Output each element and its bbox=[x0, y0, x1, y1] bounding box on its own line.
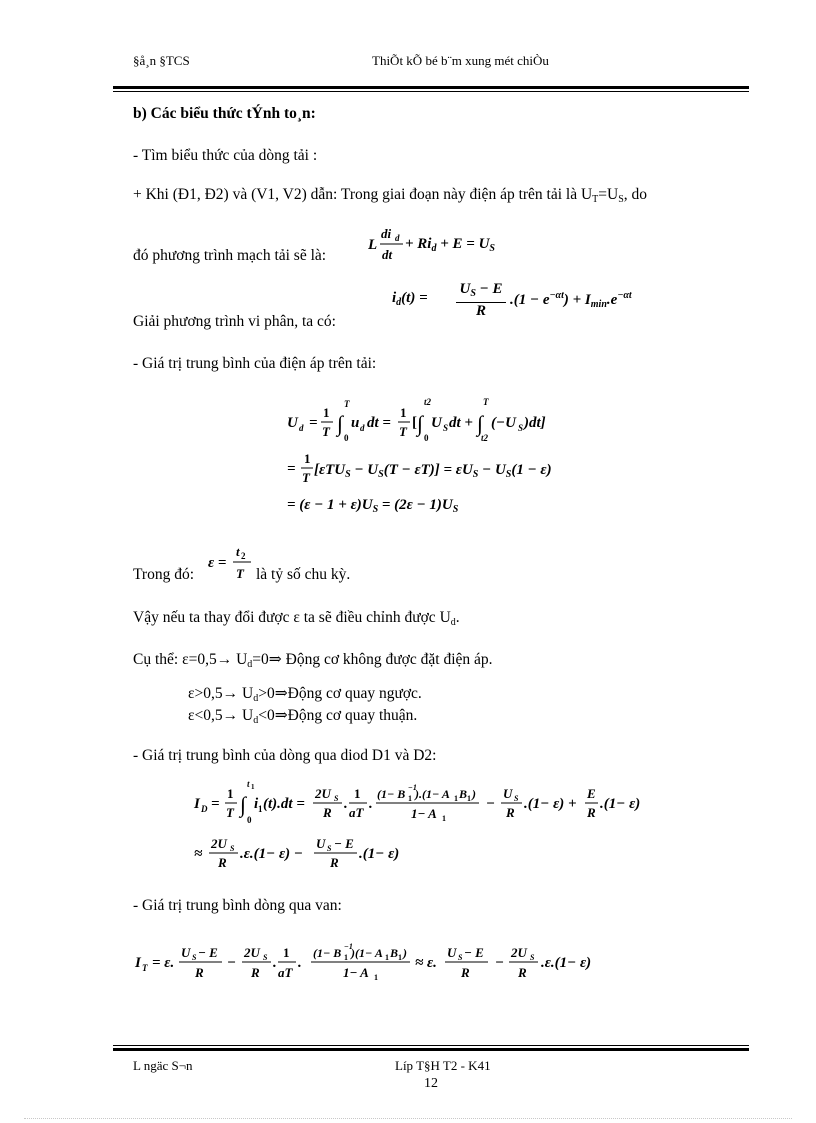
svg-text:1: 1 bbox=[258, 804, 263, 814]
svg-text:1: 1 bbox=[344, 953, 348, 962]
svg-text:0: 0 bbox=[344, 433, 349, 443]
svg-text:S: S bbox=[192, 953, 197, 962]
svg-text:R: R bbox=[461, 965, 470, 980]
svg-text:I: I bbox=[135, 955, 141, 971]
svg-text:U: U bbox=[316, 836, 326, 851]
equation-duty-ratio-svg bbox=[206, 540, 258, 584]
svg-text:E: E bbox=[587, 786, 596, 801]
svg-text:B: B bbox=[390, 946, 399, 960]
svg-text:S: S bbox=[263, 953, 268, 962]
svg-text:U: U bbox=[431, 415, 442, 431]
equation-diode-current-svg bbox=[192, 778, 672, 878]
svg-text:S: S bbox=[514, 794, 519, 803]
svg-text:2: 2 bbox=[241, 551, 246, 561]
svg-text:1: 1 bbox=[400, 405, 407, 420]
svg-text:d: d bbox=[299, 423, 304, 433]
header-rule-thick bbox=[113, 86, 749, 89]
paragraph-switch-current: - Giá trị trung bình dòng qua van: bbox=[133, 897, 342, 914]
svg-text:).(1− A: ).(1− A bbox=[415, 787, 450, 801]
case-equal: Cụ thể: $\varepsilon=0,5\to U_d=0\Rightarrow$ Động cơ không được đặt điện áp. bbox=[133, 651, 493, 670]
header-left: §å¸n §TCS bbox=[133, 53, 190, 68]
svg-text:=: = bbox=[309, 415, 318, 431]
header-rule-thin bbox=[113, 91, 749, 92]
svg-text:R: R bbox=[251, 965, 260, 980]
paragraph-solve: Giải phương trình vi phân, ta có: bbox=[133, 313, 336, 330]
svg-text:.(1− ε): .(1− ε) bbox=[600, 796, 641, 812]
svg-text:1: 1 bbox=[442, 814, 446, 823]
svg-text:.: . bbox=[298, 955, 302, 971]
svg-text:ε =: ε = bbox=[208, 555, 227, 571]
svg-text:)(1− A: )(1− A bbox=[351, 946, 383, 960]
svg-text:1− A: 1− A bbox=[343, 965, 369, 980]
paragraph-circuit-equation: đó phương trình mạch tải sẽ là: bbox=[133, 247, 327, 264]
svg-text:di: di bbox=[381, 226, 392, 241]
svg-text:1: 1 bbox=[374, 973, 378, 982]
svg-text:D: D bbox=[201, 804, 208, 814]
svg-text:T: T bbox=[483, 397, 489, 407]
footer-rule-thick bbox=[113, 1048, 749, 1051]
svg-text:2U: 2U bbox=[315, 786, 331, 801]
svg-text:i: i bbox=[254, 796, 259, 812]
svg-text:1: 1 bbox=[467, 794, 471, 803]
svg-text:T: T bbox=[302, 470, 310, 485]
equation-current-solution: $i_d(t)$ = bbox=[392, 290, 428, 308]
svg-text:t: t bbox=[247, 779, 250, 789]
svg-text:U: U bbox=[503, 786, 513, 801]
header-right: ThiÕt kÕ bé b¨m xung mét chiÒu bbox=[372, 53, 549, 68]
equation-duty-ratio bbox=[206, 540, 258, 584]
svg-text:(t).dt =: (t).dt = bbox=[263, 796, 305, 812]
svg-text:): ) bbox=[472, 787, 476, 801]
svg-text:≈ ε.: ≈ ε. bbox=[415, 955, 437, 971]
svg-text:[: [ bbox=[412, 415, 417, 431]
svg-text:1: 1 bbox=[454, 794, 458, 803]
svg-text:T: T bbox=[142, 963, 148, 973]
svg-text:S: S bbox=[327, 844, 332, 853]
svg-text:aT: aT bbox=[278, 965, 293, 980]
svg-text:∫: ∫ bbox=[337, 411, 344, 436]
equation-average-voltage-line3: = $(\varepsilon - 1 + \varepsilon)U_S = (2\varepsilon - 1)U_S$ bbox=[287, 497, 459, 515]
svg-text:S: S bbox=[530, 953, 535, 962]
svg-text:∫: ∫ bbox=[477, 411, 484, 436]
equation-switch-current bbox=[133, 935, 633, 991]
svg-text:T: T bbox=[322, 424, 330, 439]
svg-text:T: T bbox=[399, 424, 407, 439]
equation-current-tail: $.(1 - e^{-\alpha t}) + I_{min}.e^{-\alpha t}$ bbox=[510, 290, 632, 310]
svg-text:−: − bbox=[495, 955, 505, 971]
svg-text:.: . bbox=[369, 796, 373, 812]
svg-text:t2: t2 bbox=[424, 397, 432, 407]
svg-text:T: T bbox=[226, 805, 234, 820]
svg-text:1: 1 bbox=[385, 953, 389, 962]
svg-text:): ) bbox=[403, 946, 407, 960]
svg-text:R: R bbox=[518, 965, 527, 980]
svg-text:1: 1 bbox=[398, 953, 402, 962]
svg-text:− E: − E bbox=[198, 945, 218, 960]
svg-text:U: U bbox=[447, 945, 457, 960]
svg-text:− E: − E bbox=[334, 836, 354, 851]
footer-rule-thin bbox=[113, 1045, 749, 1046]
svg-text:0: 0 bbox=[247, 815, 252, 825]
svg-text:− E: − E bbox=[464, 945, 484, 960]
svg-text:1: 1 bbox=[283, 945, 290, 960]
svg-text:R: R bbox=[323, 805, 332, 820]
svg-text:S: S bbox=[458, 953, 463, 962]
svg-text:S: S bbox=[443, 423, 449, 433]
section-title: b) Các biểu thức tÝnh to¸n: bbox=[133, 105, 316, 122]
svg-text:I: I bbox=[194, 796, 200, 812]
svg-text:S: S bbox=[230, 844, 235, 853]
svg-text:.(1− ε) +: .(1− ε) + bbox=[524, 796, 577, 812]
paragraph-diode-current: - Giá trị trung bình của dòng qua diod D1 và D2: bbox=[133, 747, 437, 764]
svg-text:.ε.(1− ε) −: .ε.(1− ε) − bbox=[240, 846, 303, 862]
svg-text:= ε.: = ε. bbox=[152, 955, 175, 971]
svg-text:∫: ∫ bbox=[240, 792, 247, 817]
svg-text:1: 1 bbox=[304, 451, 311, 466]
svg-text:u: u bbox=[351, 415, 360, 431]
svg-text:−1: −1 bbox=[344, 942, 353, 951]
svg-text:S: S bbox=[518, 423, 524, 433]
svg-text:−1: −1 bbox=[408, 783, 417, 792]
svg-text:2U: 2U bbox=[211, 836, 227, 851]
svg-text:)dt]: )dt] bbox=[524, 415, 546, 431]
svg-text:d: d bbox=[395, 233, 400, 243]
page-bottom-divider bbox=[24, 1118, 792, 1119]
svg-text:1: 1 bbox=[251, 783, 255, 791]
svg-text:1− A: 1− A bbox=[411, 806, 437, 821]
paragraph-where: Trong đó: bbox=[133, 566, 195, 583]
svg-text:T: T bbox=[344, 399, 350, 409]
svg-text:R: R bbox=[195, 965, 204, 980]
svg-text:0: 0 bbox=[424, 433, 429, 443]
svg-text:R: R bbox=[330, 855, 339, 870]
svg-text:L: L bbox=[368, 237, 378, 253]
svg-text:t: t bbox=[236, 544, 240, 559]
equation-circuit-rhs: + $Ri_d + E = U_S$ bbox=[405, 236, 495, 254]
paragraph-avg-voltage: - Giá trị trung bình của điện áp trên tải: bbox=[133, 355, 377, 372]
svg-text:S: S bbox=[334, 794, 339, 803]
svg-text:2U: 2U bbox=[244, 945, 260, 960]
svg-text:.ε.(1− ε): .ε.(1− ε) bbox=[541, 955, 592, 971]
svg-text:1: 1 bbox=[354, 786, 361, 801]
svg-text:(−U: (−U bbox=[491, 415, 516, 431]
equation-current-fraction: $U_S - E$ R bbox=[456, 281, 506, 320]
footer-right: Líp T§H T2 - K41 bbox=[395, 1058, 491, 1073]
svg-text:B: B bbox=[459, 787, 468, 801]
paragraph-duty-ratio: là tỷ số chu kỳ. bbox=[256, 566, 351, 583]
svg-text:aT: aT bbox=[349, 805, 364, 820]
equation-diode-current bbox=[192, 778, 672, 878]
paragraph-adjust: Vậy nếu ta thay đổi được ε ta sẽ điều chỉnh được $U_d$. bbox=[133, 609, 460, 628]
svg-text:(1− B: (1− B bbox=[377, 787, 406, 801]
svg-text:U: U bbox=[287, 415, 298, 431]
case-less: $\varepsilon<0,5\to U_d<0\Rightarrow Động$ cơ quay thuận. bbox=[188, 707, 418, 726]
paragraph-conduction: + Khi (Đ1, Đ2) và (V1, V2) dẫn: Trong giai đoạn này điện áp trên tải là $U_T=U_S$, do bbox=[133, 186, 648, 205]
svg-text:2U: 2U bbox=[511, 945, 527, 960]
svg-text:R: R bbox=[218, 855, 227, 870]
svg-text:1: 1 bbox=[227, 786, 234, 801]
svg-text:dt: dt bbox=[382, 247, 393, 262]
svg-text:R: R bbox=[587, 805, 596, 820]
svg-text:.: . bbox=[273, 955, 277, 971]
svg-text:d: d bbox=[360, 423, 365, 433]
svg-text:1: 1 bbox=[323, 405, 330, 420]
svg-text:T: T bbox=[236, 566, 244, 581]
svg-text:−: − bbox=[486, 796, 496, 812]
svg-text:1: 1 bbox=[408, 794, 412, 803]
svg-text:.(1− ε): .(1− ε) bbox=[359, 846, 400, 862]
svg-text:dt +: dt + bbox=[449, 415, 473, 431]
svg-text:R: R bbox=[506, 805, 515, 820]
svg-text:=: = bbox=[287, 461, 296, 477]
svg-text:dt =: dt = bbox=[367, 415, 391, 431]
footer-left: L ngäc S¬n bbox=[133, 1058, 193, 1073]
svg-text:≈: ≈ bbox=[194, 846, 203, 862]
svg-text:.: . bbox=[344, 796, 348, 812]
case-greater: $\varepsilon>0,5\to U_d>0\Rightarrow Động$ cơ quay ngược. bbox=[188, 685, 422, 704]
svg-text:∫: ∫ bbox=[417, 411, 424, 436]
svg-text:t2: t2 bbox=[481, 433, 489, 443]
equation-average-voltage-line2: $[\varepsilon TU_S - U_S(T - \varepsilon T)] = \varepsilon U_S - U_S(1 - \varepsilon)$ bbox=[314, 462, 552, 480]
equation-switch-current-svg bbox=[133, 935, 633, 991]
svg-text:=: = bbox=[211, 796, 220, 812]
svg-text:(1− B: (1− B bbox=[313, 946, 342, 960]
svg-text:−: − bbox=[227, 955, 237, 971]
paragraph-load-current: - Tìm biểu thức của dòng tải : bbox=[133, 147, 318, 164]
page-number: 12 bbox=[424, 1076, 438, 1091]
svg-text:U: U bbox=[181, 945, 191, 960]
